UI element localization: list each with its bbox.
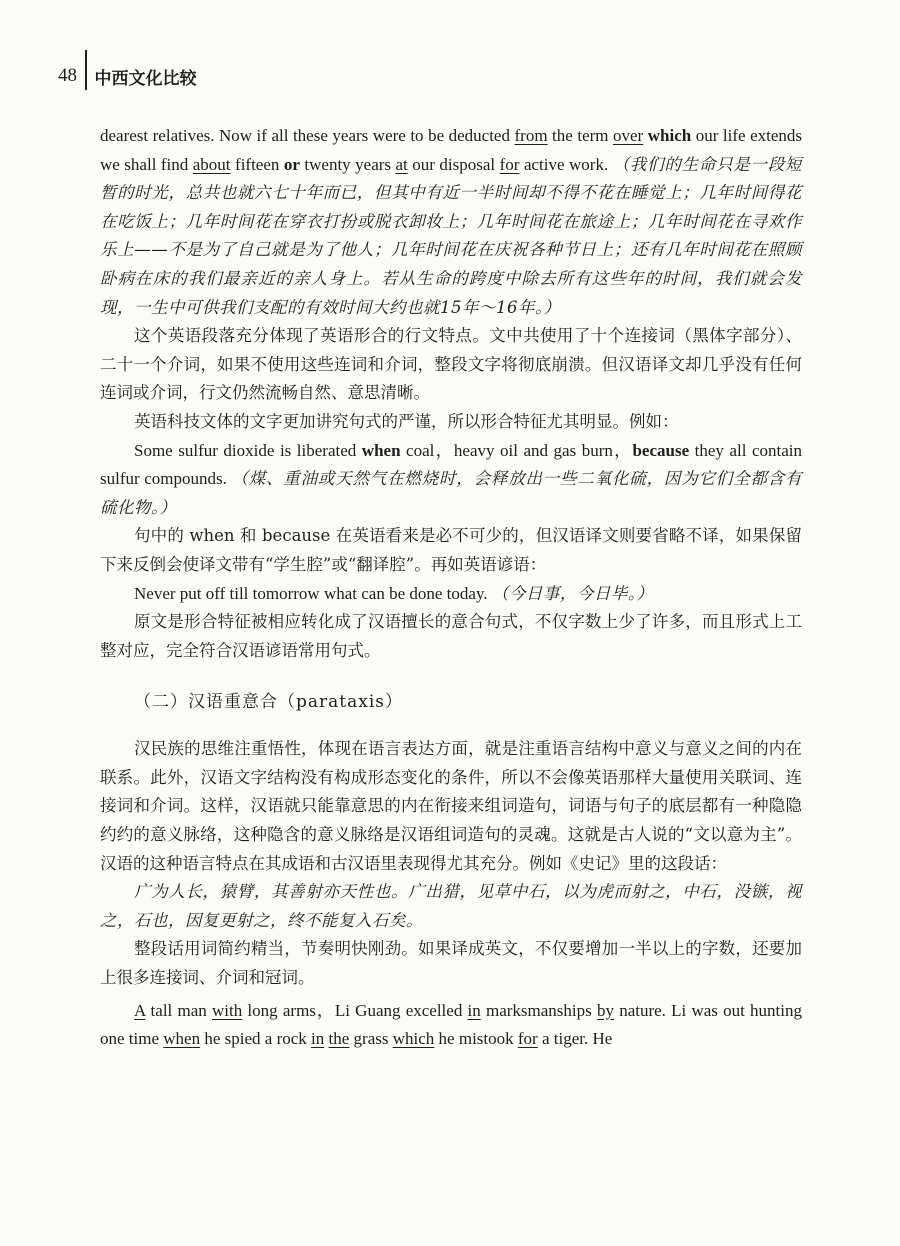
text: long arms，Li Guang excelled [242,1000,468,1020]
text: he spied a rock [200,1029,312,1049]
paragraph: 汉民族的思维注重悟性，体现在语言表达方面，就是注重语言结构中意义与意义之间的内在联系。此外，汉语文字结构没有构成形态变化的条件，所以不会像英语那样大量使用关联词、连接词和介词。这样，汉语就只能靠意思的内在衔接来组词造句，词语与句子的底层都有一种隐隐约约的意义脉络，这种隐含的意义脉络是汉语组词造句的灵魂。这就是古人说的“文以意为主”。汉语的这种语言特点在其成语和古汉语里表现得尤其充分。例如《史记》里的这段话： [100,739,802,873]
text: the term [547,126,614,145]
text: our life extends we shall find [100,126,803,174]
text: coal，heavy oil and gas burn， [400,440,633,460]
text: a tiger. He [537,1029,613,1049]
article: A [134,1000,146,1020]
english-proverb: Never put off till tomorrow what can be done today. [134,583,492,603]
connective: because [632,440,690,460]
preposition: in [311,1029,325,1049]
preposition: over [613,126,644,145]
page-body [100,122,802,1054]
chinese-translation: （我们的生命只是一段短暂的时光，总共也就六七十年而已，但其中有近一半时间却不得不花在睡觉上；几年时间得花在吃饭上；几年时间花在穿衣打扮或脱衣卸妆上；几年时间花在旅途上；几年时间花在寻欢作乐上——不是为了自己就是为了他人；几年时间花在庆祝各种节日上；还有几年时间花在照顾卧病在床的我们最亲近的亲人身上。若从生命的跨度中除去所有这些年的时间，我们就会发现，一生中可供我们支配的有效时间大约也就15年～16年。） [100,154,803,317]
preposition: from [514,126,548,145]
paragraph: 英语科技文体的文字更加讲究句式的严谨，所以形合特征尤其明显。例如： [134,411,679,431]
chinese-proverb: （今日事，今日毕。） [491,583,654,603]
preposition: about [192,154,231,174]
running-header [58,56,197,96]
connective: which [392,1029,435,1049]
text: he mistook [434,1029,518,1049]
text: Some sulfur dioxide is liberated [134,440,362,460]
text: nature. Li was out hunting one time [100,1000,802,1049]
english-translation-paragraph [100,997,802,1054]
preposition: in [467,1000,481,1020]
connective: which [647,126,692,145]
text: twenty years [299,154,396,174]
proverb-example [100,580,802,609]
paragraph: 这个英语段落充分体现了英语形合的行文特点。文中共使用了十个连接词（黑体字部分）、二十一个介词，如果不使用这些连词和介词，整段文字将彻底崩溃。但汉语译文却几乎没有任何连词或介词，行文仍然流畅自然、意思清晰。 [100,326,802,403]
text: grass [349,1029,393,1049]
article: the [328,1029,350,1049]
text: dearest relatives. Now if all these years were to be deducted [100,126,515,145]
header-divider [85,50,87,90]
preposition: for [517,1029,538,1049]
english-example-paragraph [100,122,802,322]
connective: when [361,440,401,460]
preposition: with [211,1000,243,1020]
classical-chinese-quote: 广为人长，猿臂，其善射亦天性也。广出猎，见草中石，以为虎而射之，中石，没镞，视之，石也，因复更射之，终不能复入石矣。 [100,882,802,930]
text: they all contain sulfur compounds. [100,440,802,489]
preposition: for [499,154,520,174]
connective: when [163,1029,201,1049]
text: our disposal [407,154,500,174]
section-heading: （二）汉语重意合（parataxis） [134,692,403,713]
page-number: 48 [58,65,77,86]
book-title: 中西文化比较 [94,68,197,89]
text: tall man [145,1000,212,1020]
text: active work. [519,154,613,174]
text: fifteen [230,154,284,174]
connective: or [283,154,300,174]
text: marksmanships [480,1000,597,1020]
paragraph: 句中的 when 和 because 在英语看来是必不可少的，但汉语译文则要省略不译，如果保留下来反倒会使译文带有“学生腔”或“翻译腔”。再如英语谚语： [100,526,802,574]
preposition: at [395,154,408,174]
chinese-translation: （煤、重油或天然气在燃烧时，会释放出一些二氧化硫，因为它们全都含有硫化物。） [100,469,803,517]
preposition: by [596,1000,614,1020]
paragraph: 原文是形合特征被相应转化成了汉语擅长的意合句式，不仅字数上少了许多，而且形式上工整对应，完全符合汉语谚语常用句式。 [100,612,802,660]
paragraph: 整段话用词简约精当，节奏明快刚劲。如果译成英文，不仅要增加一半以上的字数，还要加上很多连接词、介词和冠词。 [100,939,802,988]
english-example-paragraph [100,437,802,523]
